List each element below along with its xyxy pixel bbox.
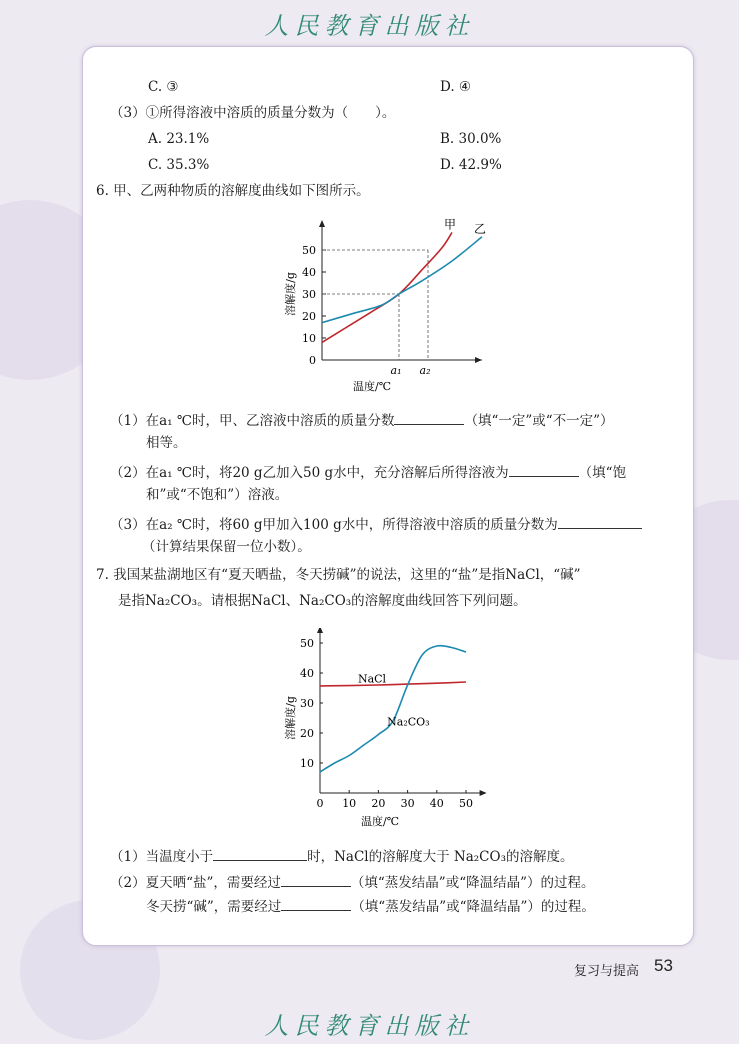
x-tick-label: 10	[342, 797, 357, 810]
y-axis-label: 溶解度/g	[284, 696, 297, 740]
q6-sub2-continuation: 和”或“不饱和”）溶液。	[146, 487, 289, 503]
x-tick-label: 40	[429, 797, 444, 810]
q5-choice-d: D. 42.9%	[440, 157, 502, 173]
series-line-nacl	[320, 682, 466, 686]
x-axis-label: 温度/℃	[360, 815, 400, 828]
q7-sub2-text-c: 冬天捞“碱”，需要经过	[146, 899, 282, 915]
q6-sub2-answer-blank[interactable]	[509, 462, 579, 477]
y-tick-label: 30	[300, 697, 314, 710]
q6-subquestion-3	[110, 514, 642, 534]
y-tick-label: 20	[300, 727, 314, 740]
q7-sub2-answer-blank-1[interactable]	[281, 872, 351, 887]
publisher-logo-footer: 人民教育出版社	[264, 1012, 475, 1040]
x-tick-label: 0	[316, 797, 324, 810]
series-line-na2co3	[320, 646, 466, 772]
x-axis-arrow	[480, 790, 487, 796]
q7-sub2-answer-blank-2[interactable]	[281, 896, 351, 911]
q5-choice-b: B. 30.0%	[440, 131, 502, 147]
q7-stem-line-1: 7. 我国某盐湖地区有“夏天晒盐，冬天捞碱”的说法，这里的“盐”是指NaCl，“碱”	[96, 567, 581, 583]
x-tick-label: a₁	[390, 364, 402, 377]
section-label: 复习与提高	[574, 964, 640, 979]
q7-sub2-text-b: （填“蒸发结晶”或“降温结晶”）的过程。	[350, 875, 595, 891]
q6-subquestion-1	[110, 410, 614, 430]
series-line-jia	[322, 232, 452, 342]
y-tick-label: 40	[300, 667, 314, 680]
q5-option-c: C. ③	[148, 79, 179, 95]
x-tick-label: a₂	[419, 364, 431, 377]
q7-subquestion-2	[110, 872, 595, 892]
y-tick-label: 40	[302, 266, 316, 279]
publisher-logo-header: 人民教育出版社	[264, 12, 475, 40]
y-tick-label: 50	[300, 637, 314, 650]
q7-sub2-text-d: （填“蒸发结晶”或“降温结晶”）的过程。	[351, 899, 595, 915]
y-axis-arrow	[317, 628, 323, 633]
series-label: 甲	[443, 217, 457, 232]
x-axis-label: 温度/℃	[352, 380, 392, 393]
y-tick-label: 20	[302, 310, 316, 323]
series-label-nacl: NaCl	[357, 672, 387, 686]
x-tick-label: 50	[459, 797, 473, 810]
x-axis-arrow	[475, 357, 482, 363]
q5-option-d: D. ④	[440, 79, 472, 95]
y-tick-label: 0	[309, 354, 316, 367]
q7-stem-line-2: 是指Na₂CO₃。请根据NaCl、Na₂CO₃的溶解度曲线回答下列问题。	[118, 593, 527, 609]
x-tick-label: 20	[371, 797, 386, 810]
q6-sub1-answer-blank[interactable]	[394, 410, 464, 425]
x-tick-label: 30	[400, 797, 415, 810]
q6-subquestion-2	[110, 462, 626, 482]
q6-sub3-text-a: （3）在a₂ ℃时，将60 g甲加入100 g水中，所得溶液中溶质的质量分数为	[110, 517, 558, 533]
q6-sub1-text-b: （填“一定”或“不一定”）	[464, 413, 614, 429]
q7-sub2-text-a: （2）夏天晒“盐”，需要经过	[110, 875, 281, 891]
y-tick-label: 10	[300, 757, 314, 770]
y-axis-label: 溶解度/g	[284, 272, 297, 316]
series-label-na2co3: Na₂CO₃	[387, 715, 430, 729]
y-tick-label: 50	[302, 244, 316, 257]
q6-sub2-text-a: （2）在a₁ ℃时，将20 g乙加入50 g水中，充分溶解后所得溶液为	[110, 465, 509, 481]
q6-stem: 6. 甲、乙两种物质的溶解度曲线如下图所示。	[96, 183, 370, 199]
page-number: 53	[654, 956, 673, 975]
q7-subquestion-1	[110, 846, 573, 866]
q5-choice-a: A. 23.1%	[148, 131, 210, 147]
q7-sub1-answer-blank[interactable]	[213, 846, 307, 861]
y-tick-label: 10	[302, 332, 316, 345]
q5-choice-c: C. 35.3%	[148, 157, 210, 173]
q7-sub1-text-a: （1）当温度小于	[110, 849, 214, 865]
q6-sub3-continuation: （计算结果保留一位小数）。	[142, 539, 311, 555]
q7-sub1-text-b: 时，NaCl的溶解度大于 Na₂CO₃的溶解度。	[307, 849, 574, 865]
q6-sub1-continuation: 相等。	[146, 435, 187, 451]
q5-subquestion-3: （3）①所得溶液中溶质的质量分数为（ ）。	[110, 105, 396, 121]
q6-sub2-text-b: （填“饱	[578, 465, 627, 481]
series-label: 乙	[473, 221, 487, 236]
q6-solubility-chart	[280, 210, 500, 395]
q7-solubility-chart	[280, 628, 490, 828]
y-tick-label: 30	[302, 288, 316, 301]
q6-sub3-answer-blank[interactable]	[558, 514, 642, 529]
q7-subquestion-2-cont	[146, 896, 595, 916]
q6-sub1-text-a: （1）在a₁ ℃时，甲、乙溶液中溶质的质量分数	[110, 413, 395, 429]
y-axis-arrow	[319, 220, 325, 227]
